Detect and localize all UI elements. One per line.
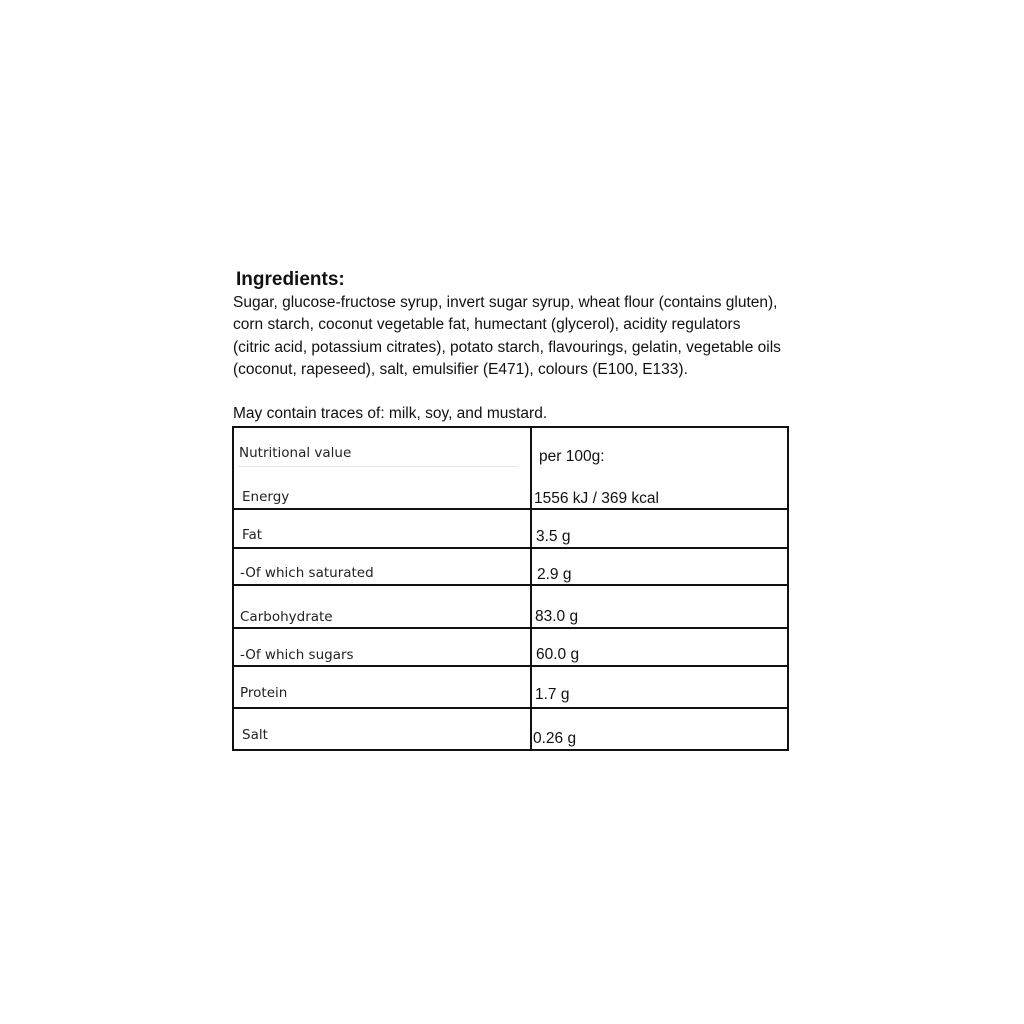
table-row-value: 83.0 g [535, 608, 579, 625]
table-row-divider [234, 547, 787, 549]
table-row-divider [234, 627, 787, 629]
ingredients-text: Sugar, glucose-fructose syrup, invert sugar syrup, wheat flour (contains gluten), corn starch, coconut vegetable fat, humectant (glycerol), acidity regulators (citric acid, potassium citrates), potato starch, flavourings, gelatin, vegetable oils (coconut, rapeseed), salt, emulsifier (E471), colours (E100, E133). [233, 294, 781, 379]
table-row-divider [234, 508, 787, 510]
table-row-value: 1556 kJ / 369 kcal [534, 490, 659, 507]
table-row-divider [234, 707, 787, 709]
table-row-divider [234, 665, 787, 667]
table-row-label: Salt [242, 727, 268, 743]
table-row-label: Protein [240, 685, 288, 701]
table-row-label: -Of which saturated [240, 565, 374, 581]
ingredients-heading: Ingredients: [236, 269, 345, 290]
table-row-value: 2.9 g [537, 566, 572, 583]
table-row-value: 1.7 g [535, 686, 570, 703]
table-row-value: 60.0 g [536, 646, 580, 663]
table-row-divider [234, 584, 787, 586]
table-row-label: Fat [242, 527, 263, 543]
table-header-label: Nutritional value [239, 445, 352, 461]
table-row-label: -Of which sugars [240, 647, 354, 663]
allergen-traces-text: May contain traces of: milk, soy, and mustard. [233, 405, 548, 422]
table-header-value: per 100g: [539, 448, 605, 465]
table-row-value: 3.5 g [536, 528, 571, 545]
table-row-label: Energy [242, 489, 290, 505]
header-underline [238, 466, 518, 467]
nutrition-table [232, 426, 789, 751]
table-column-divider [530, 428, 532, 749]
table-row-label: Carbohydrate [240, 609, 333, 625]
table-row-value: 0.26 g [533, 730, 577, 747]
